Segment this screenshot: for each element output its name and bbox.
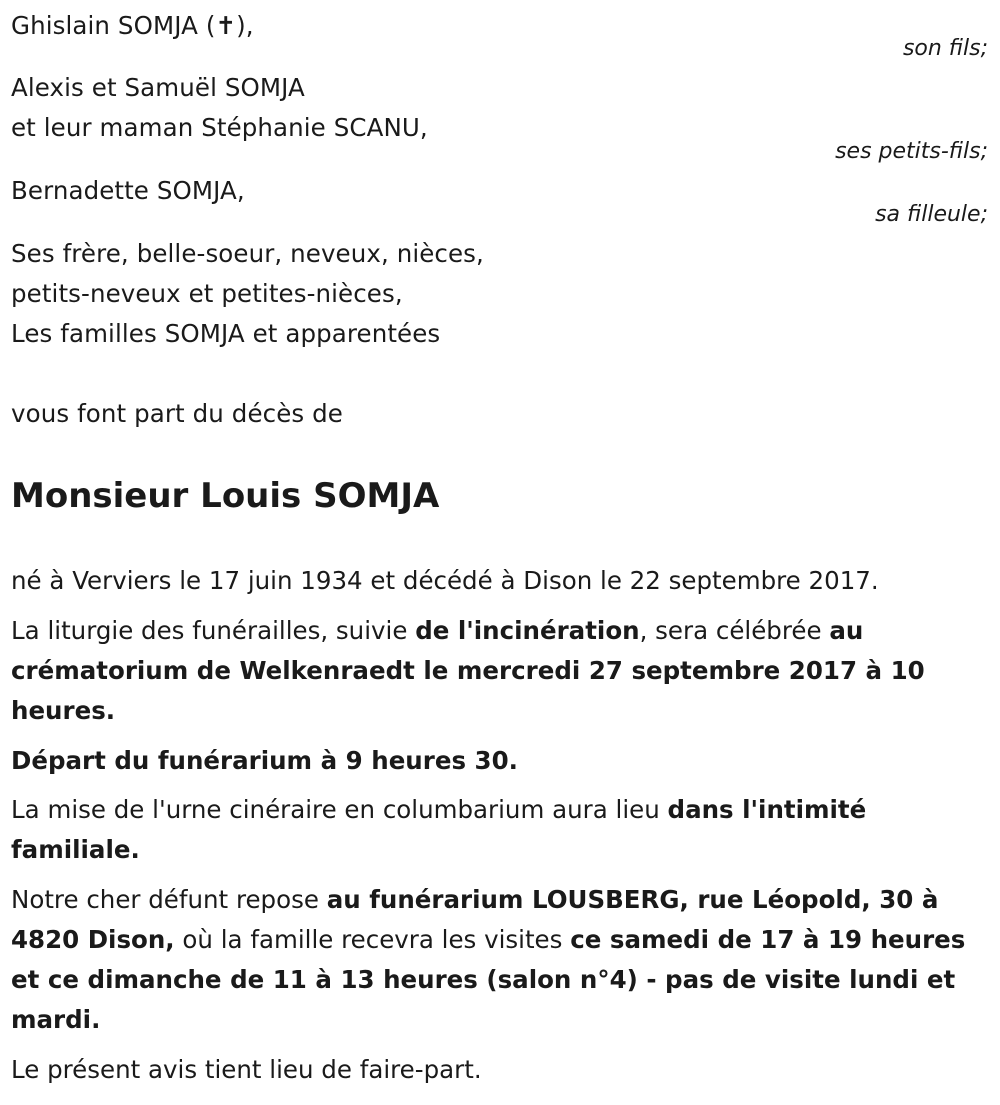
- relatives-line-1: Ses frère, belle-soeur, neveux, nièces,: [11, 239, 484, 268]
- deceased-name: Monsieur Louis SOMJA: [11, 476, 440, 516]
- liturgy-paragraph: [11, 611, 986, 731]
- relatives-line-3: Les familles SOMJA et apparentées: [11, 319, 441, 348]
- urn-bold-1: dans l'intimité familiale.: [11, 795, 867, 864]
- grandsons-names: Alexis et Samuël SOMJA: [11, 73, 305, 102]
- liturgy-bold-2: au crématorium de Welkenraedt le mercredi 27 septembre 2017 à 10 heures.: [11, 616, 925, 725]
- rest-text-2: où la famille recevra les visites: [174, 925, 571, 954]
- announcement-text: vous font part du décès de: [11, 399, 343, 428]
- liturgy-text-1: La liturgie des funérailles, suivie: [11, 616, 416, 645]
- departure-text: Départ du funérarium à 9 heures 30.: [11, 746, 518, 775]
- goddaughter-name: Bernadette SOMJA,: [11, 176, 245, 205]
- urn-paragraph: [11, 790, 986, 870]
- liturgy-text-2: , sera célébrée: [639, 616, 830, 645]
- son-role: son fils;: [902, 36, 988, 61]
- grandsons-mother: et leur maman Stéphanie SCANU,: [11, 113, 428, 142]
- urn-text-1: La mise de l'urne cinéraire en columbarium aura lieu: [11, 795, 668, 824]
- birth-death-text: né à Verviers le 17 juin 1934 et décédé à Dison le 22 septembre 2017.: [11, 566, 879, 595]
- son-name: Ghislain SOMJA (✝),: [11, 11, 254, 40]
- departure-paragraph: [11, 741, 986, 781]
- grandsons-role: ses petits-fils;: [835, 139, 988, 164]
- liturgy-bold-1: de l'incinération: [415, 616, 640, 645]
- rest-bold-2: ce samedi de 17 à 19 heures et ce dimanche de 11 à 13 heures (salon n°4) - pas de visite lundi et mardi.: [11, 925, 966, 1034]
- rest-text-1: Notre cher défunt repose: [11, 885, 327, 914]
- rest-paragraph: [11, 880, 986, 1040]
- goddaughter-role: sa filleule;: [875, 202, 988, 227]
- rest-bold-1: au funérarium LOUSBERG, rue Léopold, 30 à 4820 Dison,: [11, 885, 939, 954]
- relatives-line-2: petits-neveux et petites-nièces,: [11, 279, 403, 308]
- closing-text: Le présent avis tient lieu de faire-part.: [11, 1055, 482, 1084]
